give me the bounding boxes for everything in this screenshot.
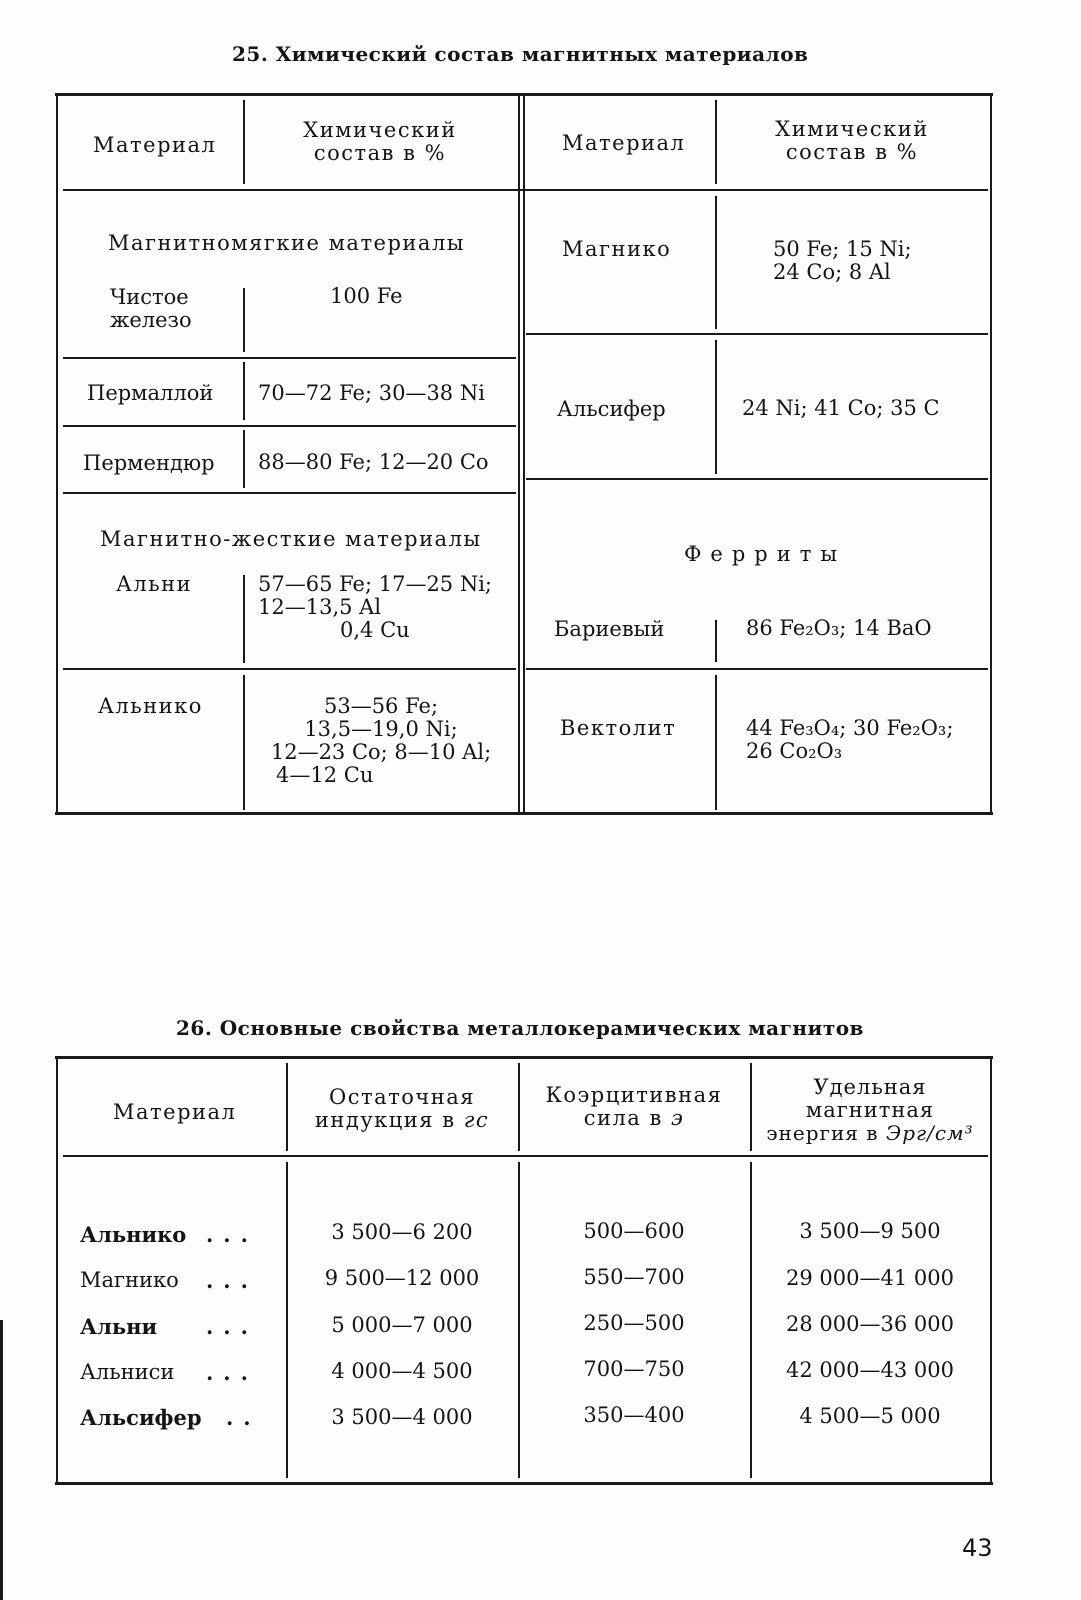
comp-alsifer: 24 Ni; 41 Co; 35 C bbox=[742, 396, 940, 420]
table25-left-border bbox=[56, 93, 58, 815]
leader-dots: ... bbox=[206, 1268, 258, 1293]
comp-magnico: 50 Fe; 15 Ni; 24 Co; 8 Al bbox=[773, 237, 912, 284]
table26-header-rule bbox=[63, 1155, 988, 1157]
rule-right-2 bbox=[526, 478, 988, 480]
row26-coercive: 250—500 bbox=[583, 1311, 685, 1335]
leader-dots: ... bbox=[206, 1222, 258, 1247]
rule-right-1 bbox=[526, 333, 988, 335]
header-material-right: Материал bbox=[562, 131, 686, 155]
comp-alni: 57—65 Fe; 17—25 Ni; 12—13,5 Al 0,4 Cu bbox=[258, 572, 493, 642]
rule-left-1 bbox=[63, 357, 516, 359]
comp-permalloy: 70—72 Fe; 30—38 Ni bbox=[258, 381, 485, 405]
vline-left-alnico bbox=[243, 675, 245, 810]
material-pure-iron: Чистое железо bbox=[110, 285, 192, 332]
header26-material: Материал bbox=[113, 1100, 237, 1124]
comp-permendur: 88—80 Fe; 12—20 Co bbox=[258, 450, 489, 474]
material-permendur: Пермендюр bbox=[83, 451, 215, 475]
vline-right-alsifer bbox=[715, 340, 717, 474]
row26-energy: 29 000—41 000 bbox=[786, 1266, 954, 1290]
row26-coercive: 700—750 bbox=[583, 1357, 685, 1381]
table25-header-rule bbox=[63, 189, 988, 191]
row26-coercive: 350—400 bbox=[583, 1403, 685, 1427]
vline-right-magnico bbox=[715, 196, 717, 329]
row26-coercive: 550—700 bbox=[583, 1265, 685, 1289]
row26-induction: 5 000—7 000 bbox=[331, 1313, 473, 1337]
vline-right-vectolite bbox=[715, 675, 717, 810]
header-material-left: Материал bbox=[93, 133, 217, 157]
section-ferrites: Ферриты bbox=[684, 542, 847, 566]
row26-energy: 28 000—36 000 bbox=[786, 1312, 954, 1336]
row26-material: Альсифер bbox=[80, 1405, 202, 1430]
section-hard-magnetic: Магнитно-жесткие материалы bbox=[100, 527, 482, 551]
table26-right-border bbox=[990, 1056, 992, 1485]
table25-center-divider-a bbox=[518, 93, 520, 815]
header26-coercive: Коэрцитивная сила в э bbox=[545, 1083, 723, 1130]
comp-alnico: 53—56 Fe; 13,5—19,0 Ni; 12—23 Co; 8—10 Al; 4—12 Cu bbox=[270, 694, 492, 787]
header26-energy: Удельная магнитная энергия в Эрг/см³ bbox=[766, 1075, 974, 1145]
vline-left-permalloy bbox=[243, 362, 245, 420]
material-magnico: Магнико bbox=[562, 237, 672, 261]
material-alsifer: Альсифер bbox=[557, 397, 666, 421]
table25-right-border bbox=[990, 93, 992, 815]
material-barium: Бариевый bbox=[554, 617, 665, 641]
row26-material: Альниси bbox=[80, 1360, 175, 1384]
rule-left-2 bbox=[63, 425, 516, 427]
vline-left-pure-iron bbox=[243, 288, 245, 352]
table25-center-divider-b bbox=[523, 93, 525, 815]
header-composition-right: Химический состав в % bbox=[775, 117, 929, 164]
row26-material: Альнико bbox=[80, 1222, 187, 1247]
row26-induction: 4 000—4 500 bbox=[331, 1359, 473, 1383]
row26-induction: 3 500—6 200 bbox=[331, 1220, 473, 1244]
table26-top-rule bbox=[55, 1056, 993, 1059]
comp-pure-iron: 100 Fe bbox=[330, 284, 403, 308]
leader-dots: ... bbox=[206, 1360, 258, 1385]
leader-dots: .. bbox=[226, 1405, 261, 1430]
rule-left-4 bbox=[63, 668, 516, 670]
table26-bottom-rule bbox=[55, 1482, 993, 1485]
leader-dots: ... bbox=[206, 1314, 258, 1339]
comp-barium: 86 Fe₂O₃; 14 BaO bbox=[746, 616, 932, 640]
vline-right-barium bbox=[715, 620, 717, 662]
material-alni: Альни bbox=[116, 572, 193, 596]
table25-caption: 25. Химический состав магнитных материалов bbox=[232, 42, 809, 66]
header-composition-left: Химический состав в % bbox=[303, 118, 457, 165]
row26-energy: 4 500—5 000 bbox=[799, 1404, 941, 1428]
row26-material: Альни bbox=[80, 1314, 158, 1339]
rule-right-3 bbox=[526, 668, 988, 670]
row26-induction: 9 500—12 000 bbox=[324, 1266, 480, 1290]
row26-coercive: 500—600 bbox=[583, 1219, 685, 1243]
page-number: 43 bbox=[962, 1534, 993, 1562]
header26-induction: Остаточная индукция в гс bbox=[314, 1085, 490, 1132]
vline-left-permendur bbox=[243, 430, 245, 488]
comp-vectolite: 44 Fe₃O₄; 30 Fe₂O₃; 26 Co₂O₃ bbox=[746, 716, 954, 763]
row26-energy: 42 000—43 000 bbox=[786, 1358, 954, 1382]
table26-caption: 26. Основные свойства металлокерамических магнитов bbox=[176, 1016, 864, 1040]
scan-edge bbox=[0, 1320, 3, 1600]
vline-left-alni bbox=[243, 575, 245, 663]
rule-left-3 bbox=[63, 492, 516, 494]
row26-induction: 3 500—4 000 bbox=[331, 1405, 473, 1429]
material-alnico: Альнико bbox=[98, 694, 203, 718]
material-vectolite: Вектолит bbox=[560, 716, 677, 740]
table26-left-border bbox=[56, 1056, 58, 1485]
row26-energy: 3 500—9 500 bbox=[799, 1219, 941, 1243]
row26-material: Магнико bbox=[80, 1268, 179, 1292]
material-permalloy: Пермаллой bbox=[87, 381, 214, 405]
section-soft-magnetic: Магнитномягкие материалы bbox=[108, 231, 465, 255]
